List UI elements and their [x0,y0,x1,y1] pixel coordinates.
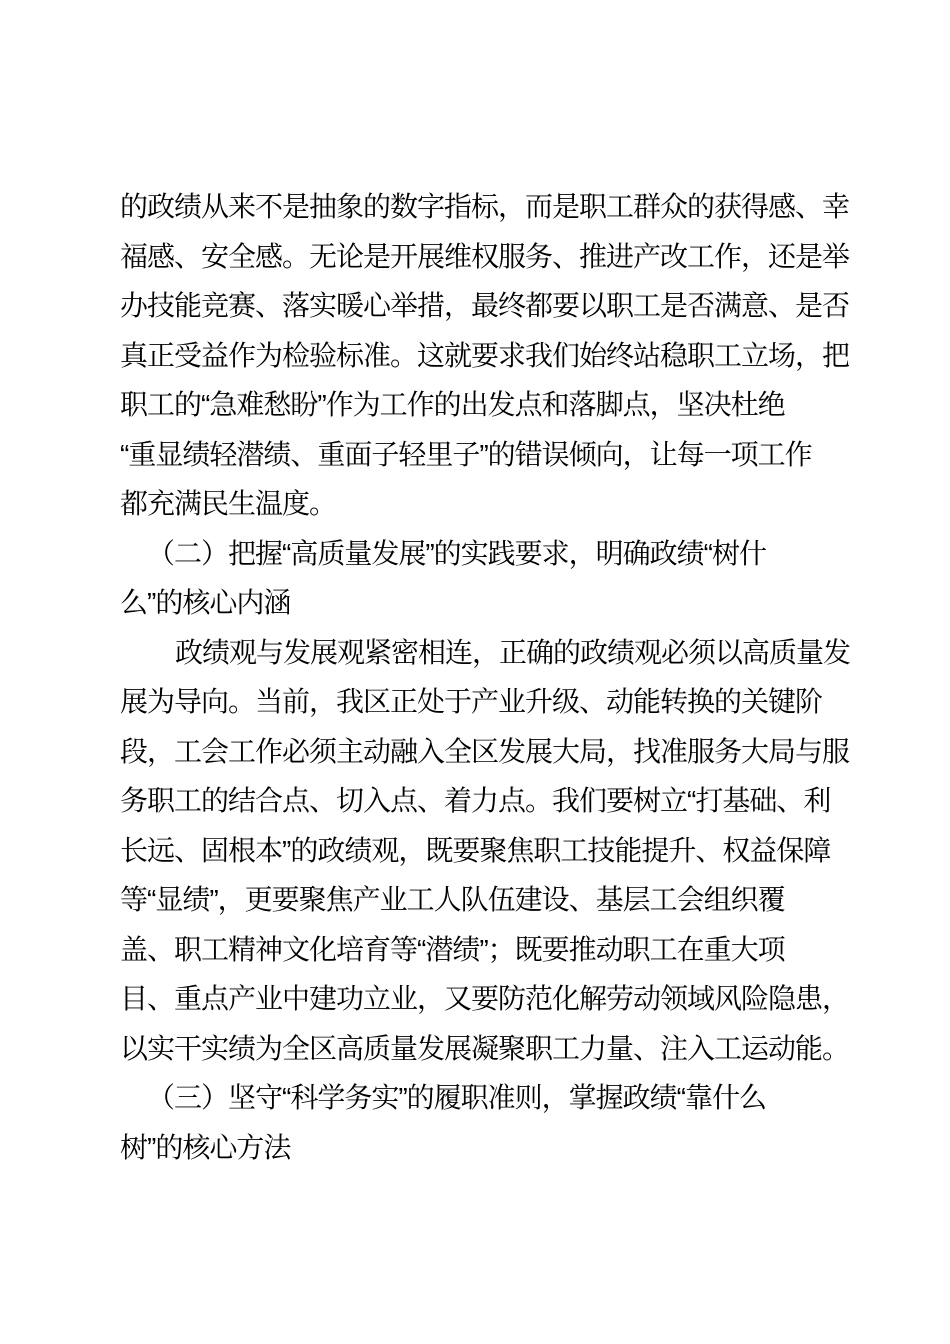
body-text-line: 以实干实绩为全区高质量发展凝聚职工力量、注入工运动能。 [120,1032,850,1064]
section-heading-line: 么”的核心内涵 [120,587,291,618]
section-heading-line: （二）把握“高质量发展”的实践要求，明确政绩“树什 [147,537,766,569]
body-text-line: 职工的“急难愁盼”作为工作的出发点和落脚点，坚决杜绝 [120,389,785,420]
body-text-line: 政绩观与发展观紧密相连，正确的政绩观必须以高质量发 [175,636,851,668]
body-text-line: 等“显绩”，更要聚焦产业工人队伍建设、基层工会组织覆 [120,884,785,915]
body-text-line: 段，工会工作必须主动融入全区发展大局，找准服务大局与服 [120,735,850,767]
section-heading-line: 树”的核心方法 [120,1131,291,1163]
body-text-line: 办技能竞赛、落实暖心举措，最终都要以职工是否满意、是否 [120,290,850,321]
section-heading-line: （三）坚守“科学务实”的履职准则，掌握政绩“靠什么 [147,1082,766,1113]
body-text-line: 盖、职工精神文化培育等“潜绩”；既要推动职工在重大项 [120,933,785,965]
body-text-line: 展为导向。当前，我区正处于产业升级、动能转换的关键阶 [120,686,823,717]
body-text-line: 都充满民生温度。 [120,488,337,519]
body-text-line: 福感、安全感。无论是开展维权服务、推进产改工作，还是举 [120,240,850,272]
body-text-line: 真正受益作为检验标准。这就要求我们始终站稳职工立场，把 [120,339,850,371]
body-text-line: 目、重点产业中建功立业，又要防范化解劳动领域风险隐患， [120,983,850,1014]
body-text-line: “重显绩轻潜绩、重面子轻里子”的错误倾向，让每一项工作 [120,438,812,470]
body-text-line: 的政绩从来不是抽象的数字指标，而是职工群众的获得感、幸 [120,191,850,222]
body-text-line: 长远、固根本”的政绩观，既要聚焦职工技能提升、权益保障 [120,834,831,866]
body-text-line: 务职工的结合点、切入点、着力点。我们要树立“打基础、利 [120,785,831,816]
